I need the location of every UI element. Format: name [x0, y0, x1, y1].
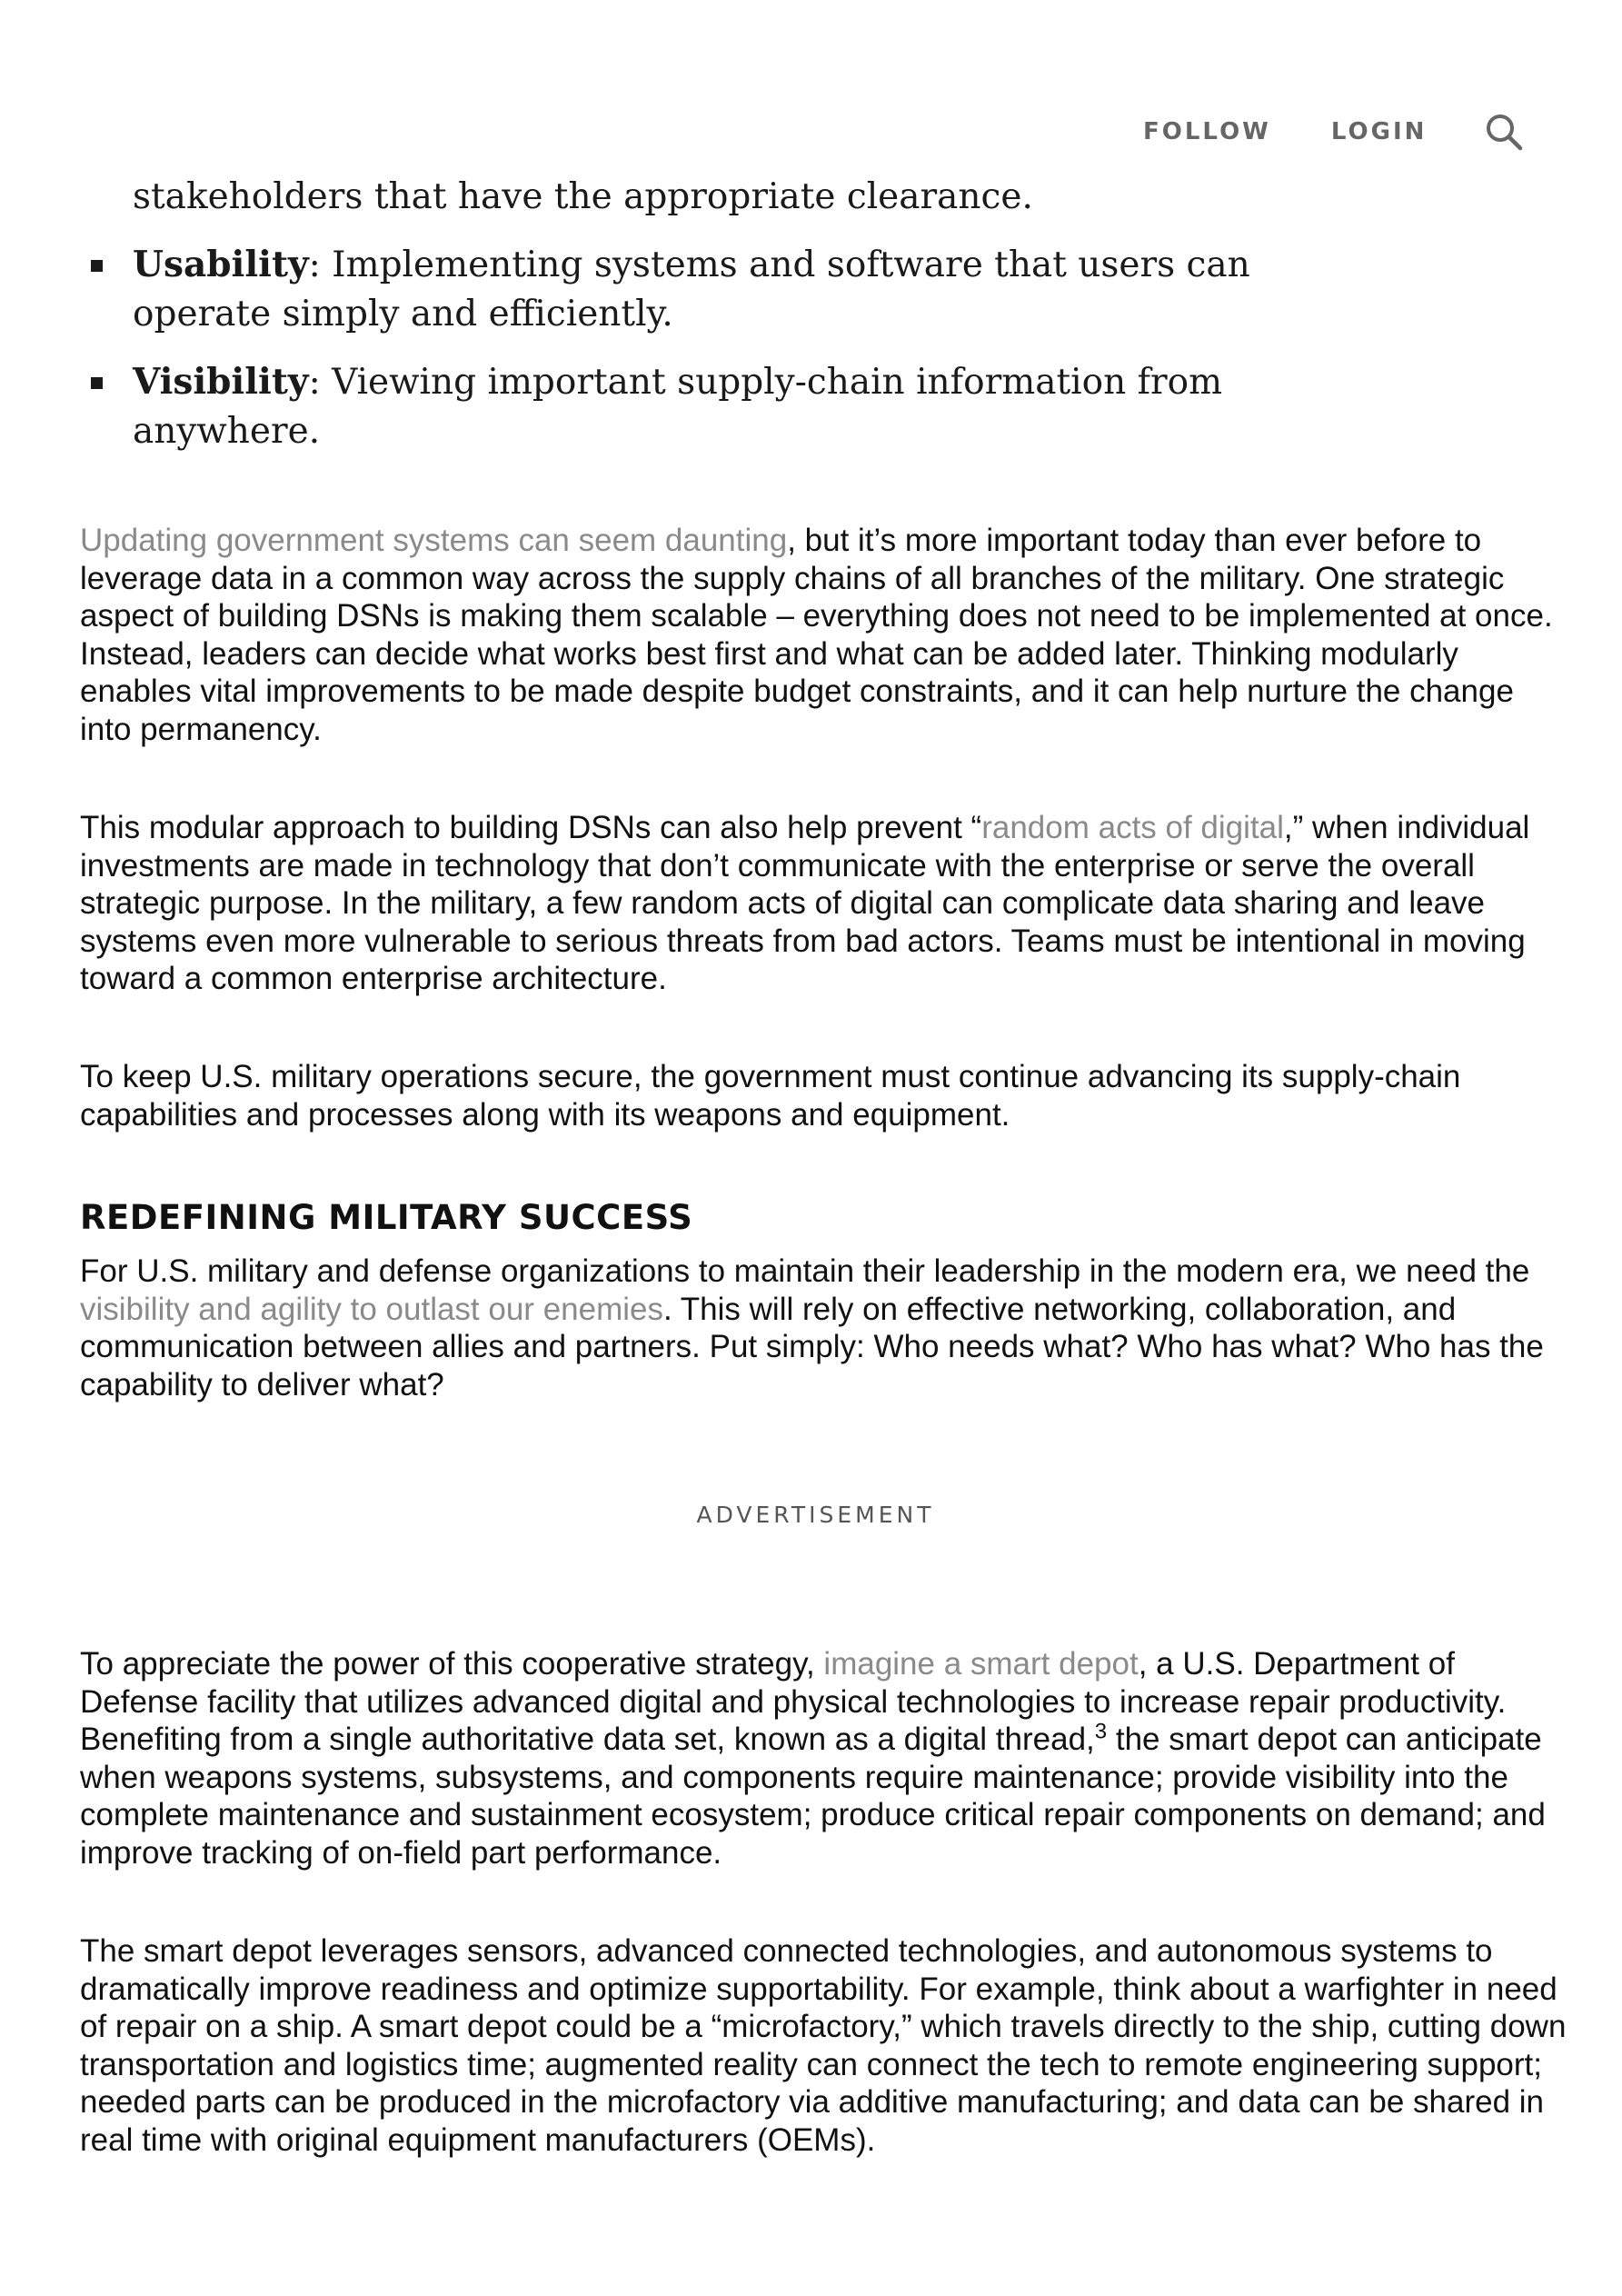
- link-imagine-a-smart-depot[interactable]: imagine a smart depot: [823, 1646, 1139, 1682]
- link-visibility-and-agility[interactable]: visibility and agility to outlast our enemies: [80, 1291, 663, 1327]
- top-nav: [1143, 111, 1525, 153]
- bullet-term: Visibility: [133, 361, 309, 403]
- paragraph-smart-depot: [80, 1645, 1570, 1872]
- section-heading: REDEFINING MILITARY SUCCESS: [80, 1198, 693, 1237]
- link-random-acts-of-digital[interactable]: random acts of digital: [981, 810, 1284, 845]
- paragraph-text: This modular approach to building DSNs can also help prevent “: [80, 810, 982, 845]
- paragraph-text: For U.S. military and defense organizations to maintain their leadership in the modern era, we need the: [80, 1253, 1530, 1289]
- paragraph-text: . This will rely on effective networking, collaboration, and communication between allies and partners. Put simply: Who needs what? Who has what? Who has the capability to deliver what?: [80, 1291, 1544, 1403]
- paragraph-military-leadership: [80, 1253, 1570, 1403]
- bullet-usability: [133, 240, 1387, 339]
- link-updating-government-systems[interactable]: Updating government systems can seem daunting: [80, 523, 788, 558]
- bullet-visibility: [133, 357, 1387, 456]
- paragraph-text: , but it’s more important today than ever before to leverage data in a common way across the supply chains of all branches of the military. One strategic aspect of building DSNs is making them scalable – everything does not need to be implemented at once. Instead, leaders can decide what works best first and what can be added later. Thinking modularly enables vital improvements to be made despite budget constraints, and it can help nurture the change into permanency.: [80, 523, 1553, 747]
- paragraph-text: ,” when individual investments are made in technology that don’t communicate with the enterprise or serve the overall strategic purpose. In the military, a few random acts of digital can complicate data sharing and leave systems even more vulnerable to serious threats from bad actors. Teams must be intentional in moving toward a common enterprise architecture.: [80, 810, 1530, 996]
- advertisement-label: ADVERTISEMENT: [696, 1502, 935, 1528]
- bullet-text: : Viewing important supply-chain information from anywhere.: [133, 362, 1223, 452]
- login-link[interactable]: LOGIN: [1330, 118, 1428, 145]
- paragraph-text: , a U.S. Department of Defense facility that utilizes advanced digital and physical technologies to increase repair productivity. Benefiting from a single authoritative data set, known as a digital thread,: [80, 1646, 1507, 1757]
- search-icon[interactable]: [1483, 111, 1525, 153]
- bullet-continuation: stakeholders that have the appropriate clearance.: [133, 176, 1033, 217]
- bullet-term: Usability: [133, 244, 309, 285]
- follow-link[interactable]: FOLLOW: [1143, 118, 1271, 145]
- paragraph-scalable: [80, 522, 1570, 748]
- footnote-ref[interactable]: 3: [1094, 1719, 1108, 1744]
- paragraph-random-acts: [80, 809, 1570, 998]
- paragraph-secure-operations: To keep U.S. military operations secure, the government must continue advancing its supply-chain capabilities and processes along with its weapons and equipment.: [80, 1059, 1461, 1133]
- paragraph-text: the smart depot can anticipate when weapons systems, subsystems, and components require maintenance; provide visibility into the complete maintenance and sustainment ecosystem; produce critical repair components on demand; and improve tracking of on-field part performance.: [80, 1722, 1546, 1871]
- paragraph-microfactory: The smart depot leverages sensors, advanced connected technologies, and autonomous systems to dramatically improve readiness and optimize supportability. For example, think about a warfighter in need of repair on a ship. A smart depot could be a “microfactory,” which travels directly to the ship, cutting down transportation and logistics time; augmented reality can connect the tech to remote engineering support; needed parts can be produced in the microfactory via additive manufacturing; and data can be shared in real time with original equipment manufacturers (OEMs).: [80, 1933, 1567, 2158]
- feature-bullet-list: [133, 173, 1387, 456]
- bullet-text: : Implementing systems and software that users can operate simply and efficiently.: [133, 245, 1250, 334]
- paragraph-text: To appreciate the power of this cooperative strategy,: [80, 1646, 824, 1682]
